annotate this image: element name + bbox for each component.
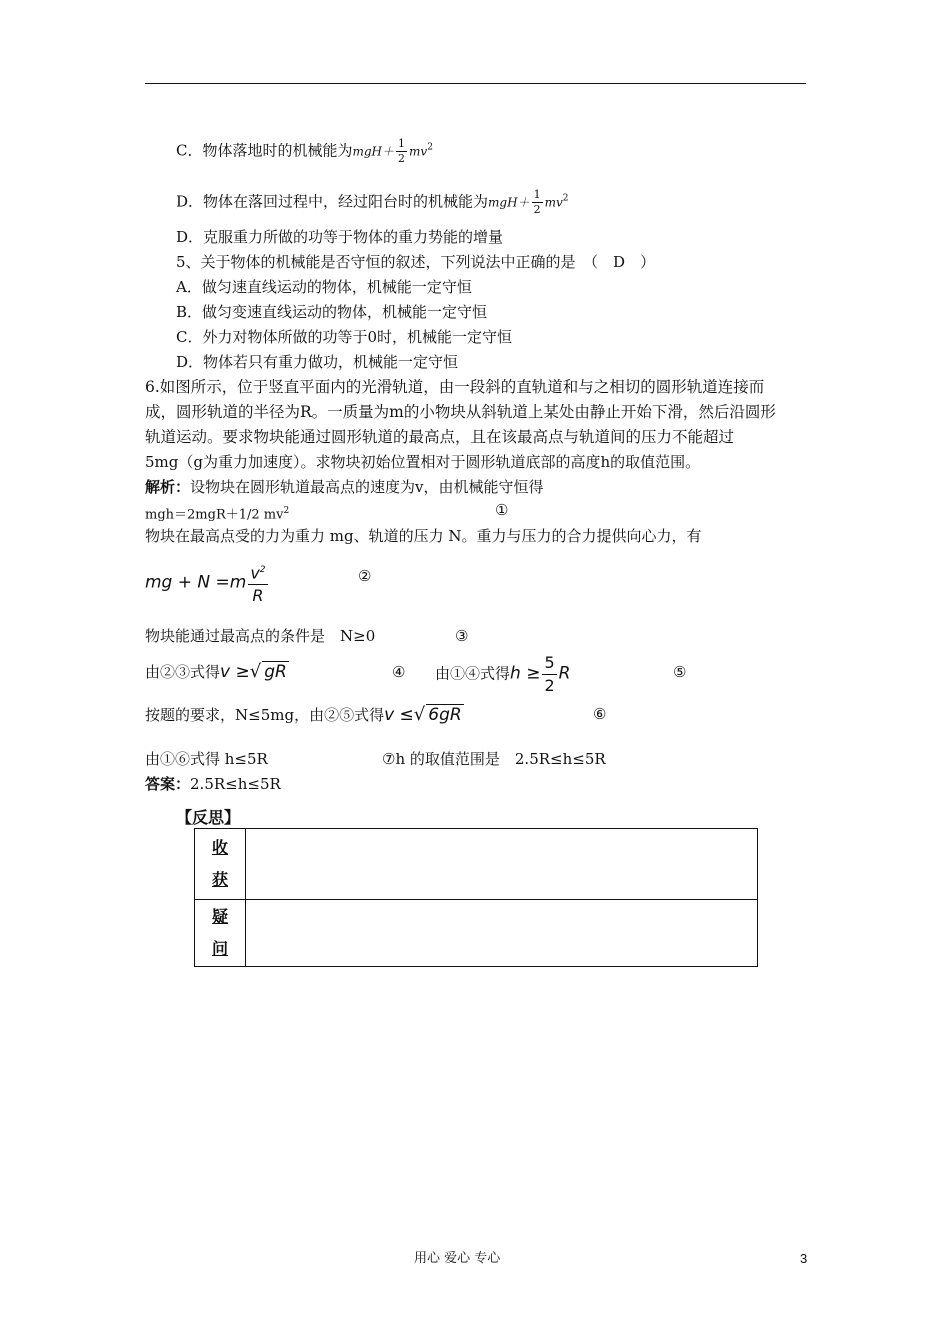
solution-intro: [145, 477, 544, 497]
inequality-4-math: v ≥: [220, 662, 250, 682]
inequality-5-fraction: [542, 652, 556, 697]
option-d1-mv: mv: [544, 195, 563, 210]
reflection-row-gain: [195, 829, 758, 900]
option-c: [176, 137, 433, 166]
reflection-gain-label: [195, 829, 246, 900]
answer-line: [145, 774, 281, 794]
question-6-line-2: 成，圆形轨道的半径为R。一质量为m的小物块从斜轨道上某处由静止开始下滑，然后沿圆形: [145, 403, 776, 421]
inequality-6-number: ⑥: [593, 705, 607, 723]
reflection-title: 【反思】: [176, 808, 241, 827]
fraction-numerator: 1: [398, 137, 406, 150]
reflection-gain-input[interactable]: [246, 829, 758, 900]
inequality-4-radicand: gR: [264, 662, 287, 682]
fraction-numerator: [248, 559, 267, 585]
question-6-line-1: 6.如图所示，位于竖直平面内的光滑轨道，由一段斜的直轨道和与之相切的圆形轨道连接而: [145, 378, 765, 396]
label-char: 问: [211, 939, 228, 958]
fraction-denominator: 2: [544, 676, 555, 695]
reflection-row-question: [195, 900, 758, 967]
question-6-line-4: 5mg（g为重力加速度）。求物块初始位置相对于圆形轨道底部的高度h的取值范围。: [145, 453, 701, 471]
inequality-5-number: ⑤: [673, 663, 687, 681]
range-line: ⑦h 的取值范围是 2.5R≤h≤5R: [382, 750, 606, 768]
fraction-denominator: 2: [398, 152, 406, 165]
question-5-option-d: D．物体若只有重力做功，机械能一定守恒: [176, 353, 459, 371]
label-char: 收: [211, 838, 228, 857]
inequality-6-text: 按题的要求，N≤5mg，由②⑤式得: [145, 706, 385, 724]
inequality-4-text: 由②③式得: [145, 663, 221, 681]
reflection-table: [194, 828, 758, 967]
answer-text: 2.5R≤h≤5R: [190, 775, 281, 793]
inequality-line-5: [435, 652, 570, 697]
equation-2-fraction: [248, 559, 267, 607]
inequality-5-text: 由①④式得: [435, 664, 511, 683]
inequality-5-R: R: [558, 663, 571, 684]
result-line: 由①⑥式得 h≤5R: [145, 750, 268, 768]
condition-line: 物块能通过最高点的条件是 N≥0: [145, 627, 376, 645]
fraction-denominator: R: [252, 586, 264, 606]
inequality-6-math: v ≤: [384, 705, 414, 725]
solution-intro-text: 设物块在圆形轨道最高点的速度为v，由机械能守恒得: [190, 478, 544, 496]
option-d1-sup: 2: [562, 193, 569, 204]
equation-2-v: v: [250, 563, 260, 583]
option-c-text: C．物体落地时的机械能为: [176, 141, 353, 160]
option-d-work: D．克服重力所做的功等于物体的重力势能的增量: [176, 228, 504, 246]
solution-label: 解析：: [145, 478, 191, 496]
force-line: 物块在最高点受的力为重力 mg、轨道的压力 N。重力与压力的合力提供向心力，有: [145, 527, 702, 545]
footer-motto: 用心 爱心 专心: [414, 1251, 501, 1266]
equation-1-sup: 2: [283, 506, 290, 516]
reflection-question-label: [195, 900, 246, 967]
question-5-option-a: A．做匀速直线运动的物体，机械能一定守恒: [176, 278, 472, 296]
option-d-balcony: [176, 188, 568, 217]
inequality-4-number: ④: [392, 663, 406, 681]
fraction-numerator: 1: [533, 188, 541, 201]
inequality-line-6: [145, 704, 464, 725]
header-rule: [145, 83, 806, 84]
label-char: 获: [211, 870, 228, 889]
question-5-stem: 5、关于物体的机械能是否守恒的叙述，下列说法中正确的是 （ D ）: [176, 253, 656, 271]
option-d1-text: D．物体在落回过程中，经过阳台时的机械能为: [176, 192, 489, 211]
sqrt-icon: √: [413, 704, 426, 725]
condition-number: ③: [455, 627, 469, 645]
inequality-5-math: h ≥: [510, 663, 541, 684]
option-c-math: mgH＋: [352, 144, 395, 159]
answer-label: 答案：: [145, 775, 191, 793]
equation-2-number: ②: [358, 567, 372, 585]
question-6-line-3: 轨道运动。要求物块能通过圆形轨道的最高点，且在该最高点与轨道间的压力不能超过: [145, 428, 735, 446]
option-c-sup: 2: [427, 142, 433, 153]
question-5-option-b: B．做匀变速直线运动的物体，机械能一定守恒: [176, 303, 488, 321]
fraction-numerator: 5: [542, 652, 556, 675]
option-c-fraction: [396, 137, 407, 166]
equation-1: [145, 501, 289, 525]
equation-1-text: mgh＝2mgR＋1/2 mv: [145, 507, 284, 523]
equation-2-sup: 2: [259, 565, 266, 575]
inequality-line-4: [145, 661, 289, 682]
equation-1-number: ①: [495, 501, 509, 519]
option-d1-fraction: [532, 188, 543, 217]
sqrt-icon: √: [249, 661, 262, 682]
reflection-question-input[interactable]: [246, 900, 758, 967]
inequality-6-radicand: 6gR: [428, 705, 462, 725]
question-5-option-c: C．外力对物体所做的功等于0时，机械能一定守恒: [176, 328, 513, 346]
equation-2: [145, 559, 270, 607]
label-char: 疑: [211, 907, 228, 926]
page-number: 3: [800, 1251, 808, 1266]
option-d1-math: mgH＋: [488, 195, 530, 210]
equation-2-lhs: mg + N =m: [145, 572, 247, 593]
fraction-denominator: 2: [533, 203, 541, 216]
option-c-mv: mv: [409, 144, 428, 159]
